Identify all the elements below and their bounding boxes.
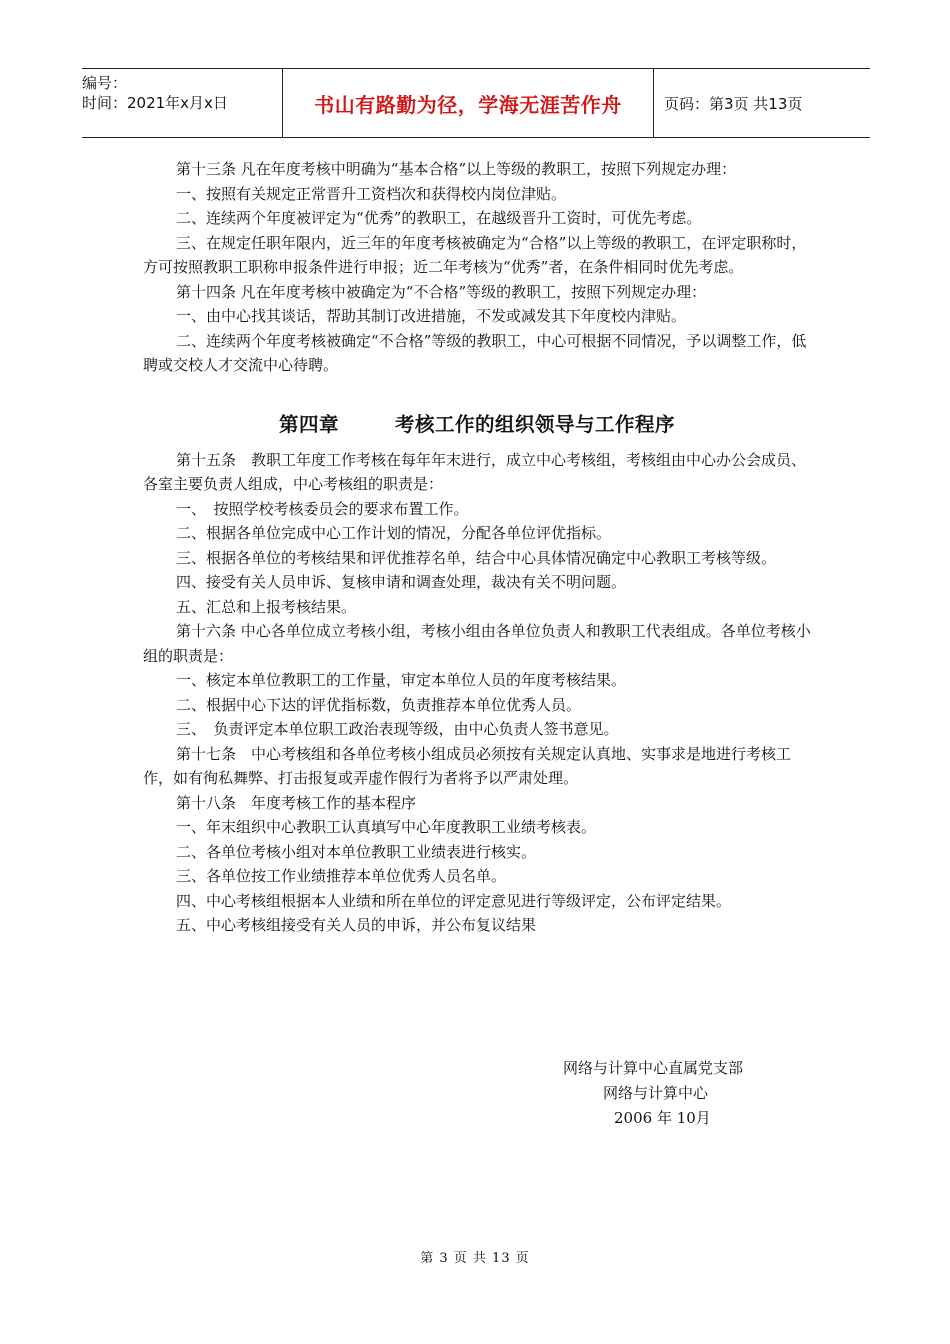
paragraph: 三、 负责评定本单位职工政治表现等级，由中心负责人签书意见。	[176, 720, 619, 738]
paragraph: 三、在规定任职年限内，近三年的年度考核被确定为“合格”以上等级的教职工，在评定职称时，方可按照教职工职称申报条件进行申报；近二年考核为“优秀”者，在条件相同时优先考虑。	[143, 233, 807, 276]
document-date-label: 时间：2021年x月x日	[82, 94, 228, 112]
paragraph: 一、按照有关规定正常晋升工资档次和获得校内岗位津贴。	[176, 184, 567, 203]
paragraph: 第十六条 中心各单位成立考核小组，考核小组由各单位负责人和教职工代表组成。各单位考核小组的职责是：	[143, 622, 811, 665]
page-header	[82, 68, 870, 138]
paragraph: 四、中心考核组根据本人业绩和所在单位的评定意见进行等级评定，公布评定结果。	[176, 891, 732, 910]
paragraph: 二、根据中心下达的评优指标数，负责推荐本单位优秀人员。	[176, 695, 582, 714]
chapter-heading	[143, 409, 811, 437]
paragraph: 一、由中心找其谈话，帮助其制订改进措施，不发或减发其下年度校内津贴。	[176, 307, 687, 325]
paragraph: 二、连续两个年度被评定为“优秀”的教职工，在越级晋升工资时，可优先考虑。	[176, 209, 702, 227]
paragraph: 二、连续两个年度考核被确定“不合格”等级的教职工，中心可根据不同情况，予以调整工作，低聘或交校人才交流中心待聘。	[143, 331, 807, 374]
header-motto-cell	[282, 69, 654, 137]
signature-org-center: 网络与计算中心	[603, 1084, 709, 1102]
paragraph: 四、接受有关人员申诉、复核申请和调查处理，裁决有关不明问题。	[176, 573, 627, 591]
paragraph: 二、根据各单位完成中心工作计划的情况，分配各单位评优指标。	[176, 524, 612, 542]
header-page-cell	[654, 69, 870, 137]
page-footer: 第 3 页 共 13 页	[420, 1251, 530, 1266]
header-meta	[82, 69, 282, 137]
paragraph: 第十七条 中心考核组和各单位考核小组成员必须按有关规定认真地、实事求是地进行考核工作，如有徇私舞弊、打击报复或弄虚作假行为者将予以严肃处理。	[143, 744, 792, 787]
chapter-title: 考核工作的组织领导与工作程序	[395, 412, 676, 436]
paragraph: 二、各单位考核小组对本单位教职工业绩表进行核实。	[176, 842, 537, 861]
header-page-number: 页码：第3页 共13页	[664, 94, 803, 113]
paragraph: 一、 按照学校考核委员会的要求布置工作。	[176, 499, 469, 518]
paragraph: 第十八条 年度考核工作的基本程序	[176, 793, 417, 812]
document-number-label: 编号：	[82, 74, 128, 92]
paragraph: 一、核定本单位教职工的工作量，审定本单位人员的年度考核结果。	[176, 671, 627, 689]
paragraph: 一、年末组织中心教职工认真填写中心年度教职工业绩考核表。	[176, 818, 597, 836]
paragraph: 三、各单位按工作业绩推荐本单位优秀人员名单。	[176, 867, 507, 885]
signature-org-party-branch: 网络与计算中心直属党支部	[563, 1059, 744, 1077]
paragraph: 第十四条 凡在年度考核中被确定为“不合格”等级的教职工，按照下列规定办理：	[176, 282, 707, 301]
document-body	[143, 157, 811, 938]
chapter-number: 第四章	[278, 412, 339, 436]
header-motto: 书山有路勤为径，学海无涯苦作舟	[314, 92, 622, 117]
paragraph: 第十五条 教职工年度工作考核在每年年末进行，成立中心考核组，考核组由中心办公会成员、各室主要负责人组成，中心考核组的职责是：	[143, 450, 807, 493]
signature-date: 2006 年 10月	[614, 1109, 711, 1127]
paragraph: 三、根据各单位的考核结果和评优推荐名单，结合中心具体情况确定中心教职工考核等级。	[176, 548, 777, 567]
paragraph: 五、中心考核组接受有关人员的申诉，并公布复议结果	[176, 916, 537, 934]
paragraph: 第十三条 凡在年度考核中明确为“基本合格”以上等级的教职工，按照下列规定办理：	[176, 160, 737, 178]
paragraph: 五、汇总和上报考核结果。	[176, 597, 357, 616]
